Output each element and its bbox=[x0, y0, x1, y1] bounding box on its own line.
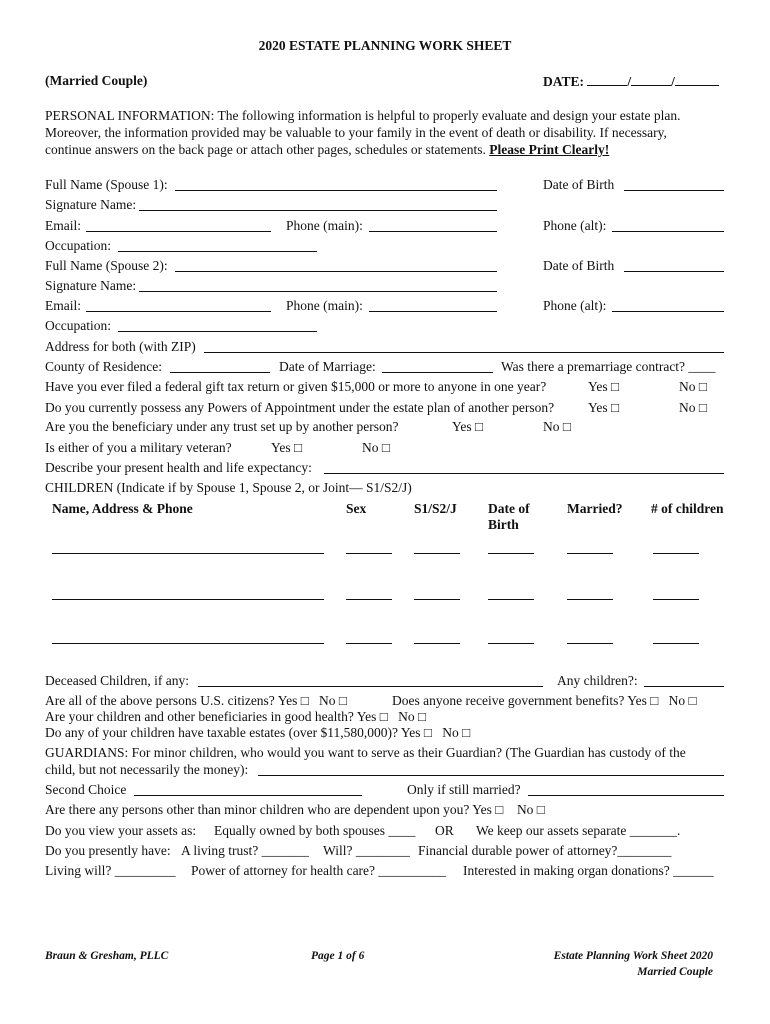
second-choice-label: Second Choice bbox=[45, 782, 127, 797]
gift-tax-yes-checkbox[interactable]: Yes □ bbox=[588, 379, 620, 394]
date-day-field[interactable] bbox=[631, 73, 671, 86]
full-name-spouse1-label: Full Name (Spouse 1): bbox=[45, 177, 168, 192]
powers-of-appointment-no-checkbox[interactable]: No □ bbox=[679, 400, 708, 415]
phone-main-spouse2-field[interactable] bbox=[369, 311, 497, 312]
gift-tax-no-checkbox[interactable]: No □ bbox=[679, 379, 708, 394]
intro-line-3: continue answers on the back page or attach other pages, schedules or statements. Please Print Clearly! bbox=[45, 142, 610, 157]
children-header: CHILDREN (Indicate if by Spouse 1, Spouse 2, or Joint— S1/S2/J) bbox=[45, 480, 412, 495]
signature-name-spouse1-field[interactable] bbox=[139, 210, 497, 211]
county-field[interactable] bbox=[170, 372, 270, 373]
intro-line-2: Moreover, the information provided may be valuable to your family in the event of death or disability. If necessary, bbox=[45, 125, 667, 140]
phone-alt-spouse1-label: Phone (alt): bbox=[543, 218, 607, 233]
dependents-question: Are there any persons other than minor children who are dependent upon you? Yes □ No □ bbox=[45, 802, 545, 817]
phone-main-spouse1-label: Phone (main): bbox=[286, 218, 363, 233]
child-row-3-married-field[interactable] bbox=[567, 643, 613, 644]
footer-doc-title: Estate Planning Work Sheet 2020 Married Couple bbox=[553, 950, 713, 978]
date-label: DATE: / / bbox=[543, 73, 719, 90]
child-row-2-name-address-phone-field[interactable] bbox=[52, 599, 324, 600]
occupation-spouse1-field[interactable] bbox=[118, 251, 317, 252]
footer-firm-name: Braun & Gresham, PLLC bbox=[45, 950, 169, 962]
government-benefits-no-checkbox[interactable]: No □ bbox=[668, 693, 697, 708]
date-of-marriage-field[interactable] bbox=[382, 372, 493, 373]
dob-spouse2-label: Date of Birth bbox=[543, 258, 615, 273]
will-field[interactable]: Will? ________ bbox=[323, 843, 410, 858]
living-trust-field[interactable]: A living trust? _______ bbox=[181, 843, 309, 858]
child-row-3-s1-s2-j-field[interactable] bbox=[414, 643, 460, 644]
premarriage-contract-question[interactable]: Was there a premarriage contract? ____ bbox=[501, 359, 716, 374]
signature-name-spouse1-label: Signature Name: bbox=[45, 197, 137, 212]
child-row-2-number-of-children-field[interactable] bbox=[653, 599, 699, 600]
subtitle: (Married Couple) bbox=[45, 73, 148, 88]
beneficiary-trust-yes-checkbox[interactable]: Yes □ bbox=[452, 419, 484, 434]
taxable-estates-yes-checkbox[interactable]: Yes □ bbox=[400, 725, 433, 740]
phone-alt-spouse2-label: Phone (alt): bbox=[543, 298, 607, 313]
government-benefits-yes-checkbox[interactable]: Yes □ bbox=[627, 693, 659, 708]
guardians-line-1: GUARDIANS: For minor children, who would you want to serve as their Guardian? (The Guardian has custody of the bbox=[45, 745, 686, 760]
address-field[interactable] bbox=[204, 352, 724, 353]
dependents-no-checkbox[interactable]: No □ bbox=[516, 802, 545, 817]
child-row-3-name-address-phone-field[interactable] bbox=[52, 643, 324, 644]
full-name-spouse1-field[interactable] bbox=[175, 190, 497, 191]
presently-have-label: Do you presently have: bbox=[45, 843, 171, 858]
beneficiary-trust-question: Are you the beneficiary under any trust set up by another person? bbox=[45, 419, 399, 434]
address-label: Address for both (with ZIP) bbox=[45, 339, 196, 354]
email-spouse1-label: Email: bbox=[45, 218, 81, 233]
any-children-field[interactable] bbox=[644, 686, 724, 687]
second-choice-field[interactable] bbox=[134, 795, 362, 796]
taxable-estates-no-checkbox[interactable]: No □ bbox=[442, 725, 471, 740]
occupation-spouse1-label: Occupation: bbox=[45, 238, 111, 253]
child-row-1-married-field[interactable] bbox=[567, 553, 613, 554]
good-health-no-checkbox[interactable]: No □ bbox=[398, 709, 427, 724]
any-children-label: Any children?: bbox=[557, 673, 638, 688]
email-spouse1-field[interactable] bbox=[86, 231, 271, 232]
child-row-1-number-of-children-field[interactable] bbox=[653, 553, 699, 554]
us-citizens-yes-checkbox[interactable]: Yes □ bbox=[277, 693, 309, 708]
child-row-1-date-of-birth-field[interactable] bbox=[488, 553, 534, 554]
good-health-question: Are your children and other beneficiaries in good health? Yes □ No □ bbox=[45, 709, 427, 724]
guardian-first-choice-field[interactable] bbox=[258, 775, 724, 776]
date-of-marriage-label: Date of Marriage: bbox=[279, 359, 376, 374]
full-name-spouse2-field[interactable] bbox=[175, 271, 497, 272]
child-row-3-sex-field[interactable] bbox=[346, 643, 392, 644]
dob-spouse1-field[interactable] bbox=[624, 190, 724, 191]
phone-alt-spouse2-field[interactable] bbox=[612, 311, 724, 312]
good-health-yes-checkbox[interactable]: Yes □ bbox=[356, 709, 388, 724]
child-row-2-sex-field[interactable] bbox=[346, 599, 392, 600]
phone-main-spouse1-field[interactable] bbox=[369, 231, 497, 232]
government-benefits-question: Does anyone receive government benefits? Yes □ No □ bbox=[392, 693, 697, 708]
powers-of-appointment-yes-checkbox[interactable]: Yes □ bbox=[588, 400, 620, 415]
us-citizens-question: Are all of the above persons U.S. citizens? Yes □ No □ bbox=[45, 693, 348, 708]
county-label: County of Residence: bbox=[45, 359, 162, 374]
view-assets-label: Do you view your assets as: bbox=[45, 823, 197, 838]
gift-tax-question: Have you ever filed a federal gift tax return or given $15,000 or more to anyone in one year? bbox=[45, 379, 547, 394]
intro-line-1: PERSONAL INFORMATION: The following information is helpful to properly evaluate and design your estate plan. bbox=[45, 108, 681, 123]
phone-alt-spouse1-field[interactable] bbox=[612, 231, 724, 232]
separate-assets-option[interactable]: We keep our assets separate _______. bbox=[476, 823, 681, 838]
health-field[interactable] bbox=[324, 473, 724, 474]
date-year-field[interactable] bbox=[675, 73, 719, 86]
child-row-2-date-of-birth-field[interactable] bbox=[488, 599, 534, 600]
col-name-address-phone: Name, Address & Phone bbox=[52, 501, 193, 516]
col-married: Married? bbox=[567, 501, 623, 516]
deceased-children-label: Deceased Children, if any: bbox=[45, 673, 189, 688]
dependents-yes-checkbox[interactable]: Yes □ bbox=[472, 802, 504, 817]
occupation-spouse2-field[interactable] bbox=[118, 331, 317, 332]
col-number-of-children: # of children bbox=[651, 501, 724, 516]
military-veteran-yes-checkbox[interactable]: Yes □ bbox=[271, 440, 303, 455]
child-row-1-sex-field[interactable] bbox=[346, 553, 392, 554]
col-sex: Sex bbox=[346, 501, 367, 516]
date-month-field[interactable] bbox=[587, 73, 627, 86]
guardians-line-2: child, but not necessarily the money): bbox=[45, 762, 249, 777]
footer-page-number: Page 1 of 6 bbox=[311, 950, 365, 962]
military-veteran-no-checkbox[interactable]: No □ bbox=[362, 440, 391, 455]
child-row-2-married-field[interactable] bbox=[567, 599, 613, 600]
living-will-field[interactable]: Living will? _________ bbox=[45, 863, 176, 878]
signature-name-spouse2-field[interactable] bbox=[139, 291, 497, 292]
health-label: Describe your present health and life expectancy: bbox=[45, 460, 312, 475]
phone-main-spouse2-label: Phone (main): bbox=[286, 298, 363, 313]
or-label: OR bbox=[435, 823, 454, 838]
child-row-2-s1-s2-j-field[interactable] bbox=[414, 599, 460, 600]
us-citizens-no-checkbox[interactable]: No □ bbox=[319, 693, 348, 708]
child-row-1-s1-s2-j-field[interactable] bbox=[414, 553, 460, 554]
powers-of-appointment-question: Do you currently possess any Powers of Appointment under the estate plan of another person? bbox=[45, 400, 555, 415]
durable-poa-field[interactable]: Financial durable power of attorney?________ bbox=[418, 843, 672, 858]
dob-spouse1-label: Date of Birth bbox=[543, 177, 615, 192]
col-s1-s2-j: S1/S2/J bbox=[414, 501, 457, 516]
page-title: 2020 ESTATE PLANNING WORK SHEET bbox=[258, 38, 512, 53]
email-spouse2-label: Email: bbox=[45, 298, 81, 313]
taxable-estates-question: Do any of your children have taxable estates (over $11,580,000)? Yes □ No □ bbox=[45, 725, 471, 740]
only-if-married-field[interactable] bbox=[528, 795, 724, 796]
beneficiary-trust-no-checkbox[interactable]: No □ bbox=[543, 419, 572, 434]
full-name-spouse2-label: Full Name (Spouse 2): bbox=[45, 258, 168, 273]
dob-spouse2-field[interactable] bbox=[624, 271, 724, 272]
equally-owned-option[interactable]: Equally owned by both spouses ____ bbox=[214, 823, 416, 838]
signature-name-spouse2-label: Signature Name: bbox=[45, 278, 137, 293]
only-if-married-label: Only if still married? bbox=[407, 782, 521, 797]
poa-health-field[interactable]: Power of attorney for health care? __________ bbox=[191, 863, 446, 878]
organ-donations-field[interactable]: Interested in making organ donations? ______ bbox=[463, 863, 714, 878]
child-row-1-name-address-phone-field[interactable] bbox=[52, 553, 324, 554]
child-row-3-number-of-children-field[interactable] bbox=[653, 643, 699, 644]
occupation-spouse2-label: Occupation: bbox=[45, 318, 111, 333]
deceased-children-field[interactable] bbox=[198, 686, 543, 687]
col-date-of-birth: Date of Birth bbox=[488, 501, 530, 532]
email-spouse2-field[interactable] bbox=[86, 311, 271, 312]
child-row-3-date-of-birth-field[interactable] bbox=[488, 643, 534, 644]
military-veteran-question: Is either of you a military veteran? bbox=[45, 440, 232, 455]
